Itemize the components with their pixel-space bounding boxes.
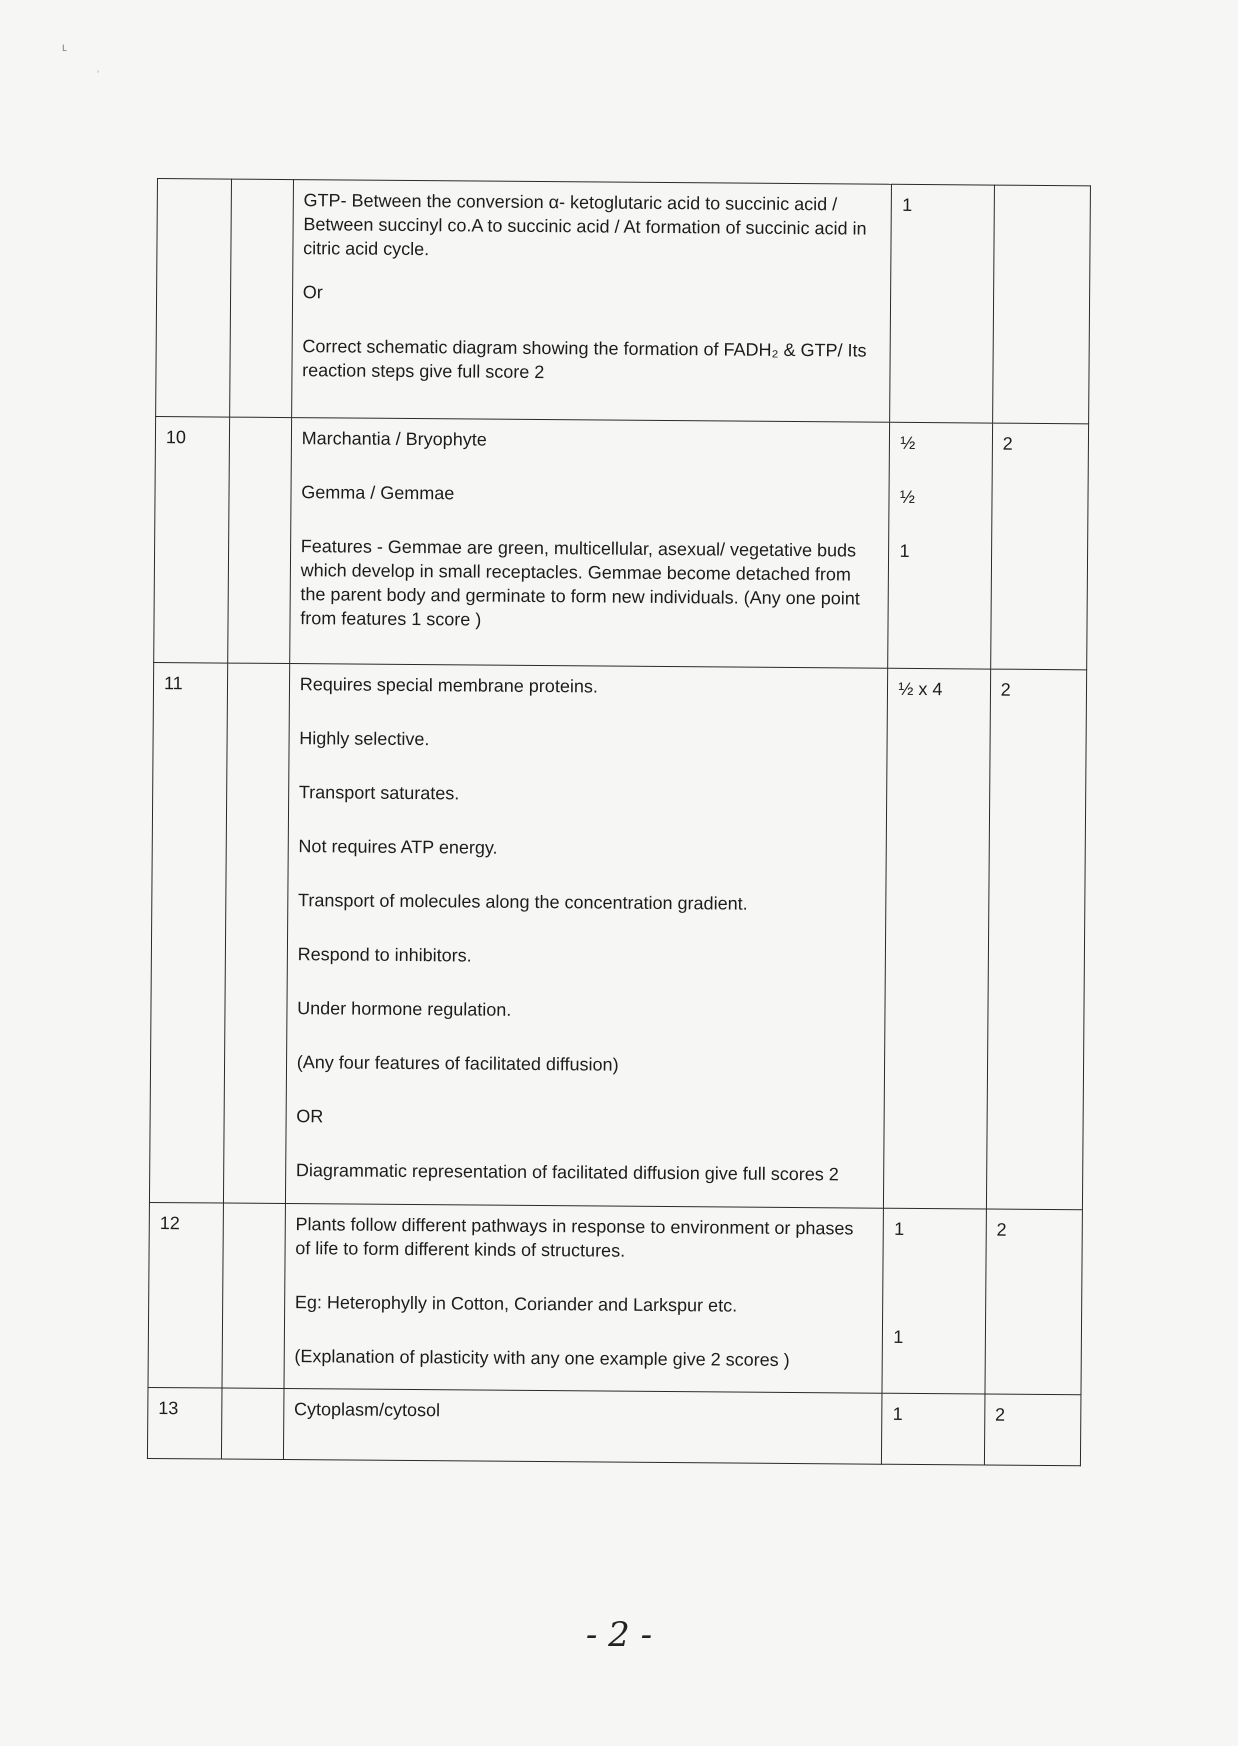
question-number-cell: 11 [149,662,227,1203]
table-row [149,662,1086,1209]
total-score-cell: 2 [986,669,1087,1210]
total-score-cell [992,185,1090,424]
answer-point: Or [302,282,323,303]
answer-point: (Explanation of plasticity with any one example give 2 scores ) [294,1346,790,1371]
answer-cell [291,180,892,423]
sub-question-cell [230,179,294,417]
answer-point: Diagrammatic representation of facilitated diffusion give full scores 2 [295,1160,839,1185]
table-row [147,1387,1081,1465]
answer-point: Cytoplasm/cytosol [293,1399,441,1421]
answer-cell [283,1389,882,1465]
total-score-cell: 2 [984,1394,1081,1466]
answer-point: Marchantia / Bryophyte [301,428,487,450]
score-value: ½ [899,486,916,507]
score-cell [890,184,994,423]
answer-point: Correct schematic diagram showing the formation of FADH₂ & GTP/ Its reaction steps give full score 2 [302,336,867,383]
question-number-cell: 12 [148,1202,223,1388]
score-cell [888,422,992,669]
answer-point: GTP- Between the conversion α- ketoglutaric acid to succinic acid / Between succinyl co.A to succinic acid / At formation of succinic acid in citric acid cycle. [303,190,867,260]
table-row [154,416,1089,669]
answer-point: Gemma / Gemmae [301,482,455,504]
answer-point: Eg: Heterophylly in Cotton, Coriander and Larkspur etc. [294,1292,738,1316]
answer-point: OR [296,1106,324,1127]
answer-point: Under hormone regulation. [297,998,512,1020]
scan-mark: ʟ [62,40,67,54]
score-value: 1 [892,1403,903,1424]
answer-cell [289,418,890,669]
scan-mark: ˒ [96,62,100,76]
question-number-cell: 10 [154,416,230,663]
answer-point: Features - Gemmae are green, multicellular, asexual/ vegetative buds which develop in small receptacles. Gemmae become detached from the parent body and germinate to form new individuals. (Any one point from features 1 score ) [300,536,860,630]
table-row [148,1202,1082,1394]
answer-point: Not requires ATP energy. [298,836,498,858]
answer-point: Transport of molecules along the concentration gradient. [297,890,748,914]
score-value: ½ x 4 [898,678,943,700]
answer-point: Requires special membrane proteins. [299,674,598,697]
sub-question-cell [223,663,289,1203]
score-value [894,1271,975,1296]
total-score-cell: 2 [985,1209,1083,1395]
sub-question-cell [221,1388,283,1459]
sub-question-cell [228,417,292,663]
question-number-cell [156,179,232,418]
answer-point: Plants follow different pathways in response to environment or phases of life to form different kinds of structures. [295,1214,854,1261]
question-number-cell: 13 [147,1387,221,1459]
score-value: 1 [902,194,913,215]
answer-point: Respond to inhibitors. [297,944,472,966]
page-number: - 2 - [585,1615,653,1655]
score-cell [882,1208,986,1394]
score-value: ½ [900,432,916,453]
scoring-table [147,178,1091,1466]
score-cell [882,1393,985,1465]
answer-cell [285,664,888,1209]
answer-cell [284,1204,884,1394]
answer-point: Transport saturates. [298,782,460,804]
score-value: 1 [899,540,910,561]
score-value [901,301,982,326]
answer-point: (Any four features of facilitated diffusion) [296,1052,619,1075]
score-value: 1 [893,1326,904,1347]
answer-point: Highly selective. [299,728,430,750]
score-value [902,247,983,272]
score-cell [884,668,991,1209]
score-value: 1 [894,1218,905,1239]
sub-question-cell [222,1203,285,1388]
table-row [156,179,1091,424]
total-score-cell: 2 [990,423,1088,670]
